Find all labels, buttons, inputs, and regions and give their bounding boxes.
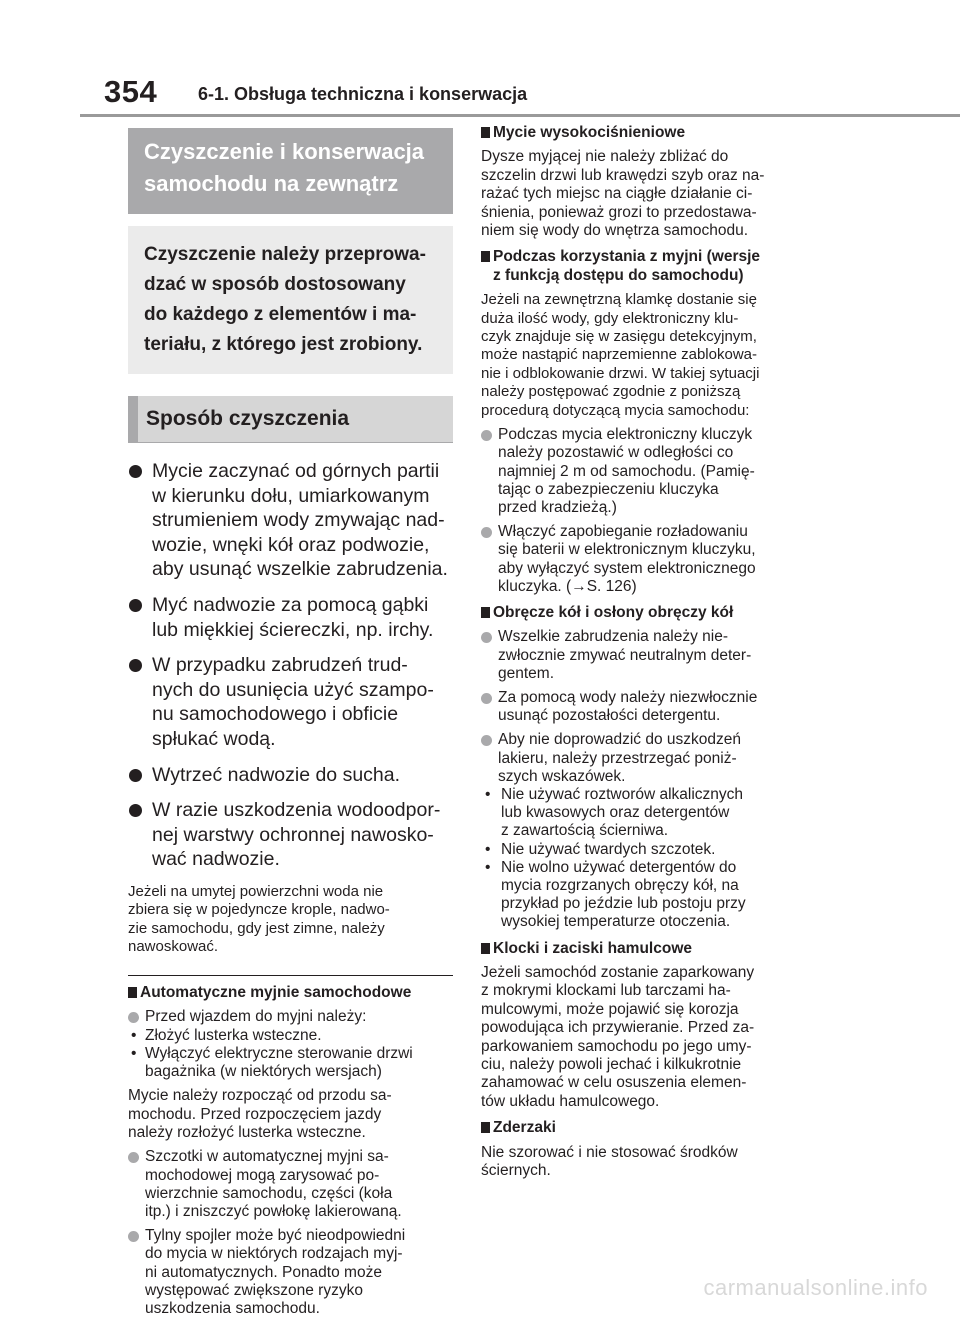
list-item: W przypadku zabrudzeń trud- nych do usunięcia użyć szampo- nu samochodowego i obficie spłukać wodą. xyxy=(128,653,453,751)
bumpers-heading: Zderzaki xyxy=(481,1119,806,1137)
bullet-icon xyxy=(129,465,142,478)
bullet-icon xyxy=(129,599,142,612)
square-bullet-icon xyxy=(481,127,490,138)
bullet-icon xyxy=(128,1231,139,1242)
smart-key-heading: Podczas korzystania z myjni (wersje z funkcją dostępu do samochodu) xyxy=(481,248,806,285)
bullet-icon xyxy=(129,769,142,782)
list-item: Wytrzeć nadwozie do sucha. xyxy=(128,763,453,788)
list-item: Przed wjazdem do myjni należy: xyxy=(128,1008,453,1026)
square-bullet-icon xyxy=(128,987,137,998)
list-item: Szczotki w automatycznej myjni sa- mochodowej mogą zarysować po- wierzchnie samochodu, części (koła itp.) i zniszczyć powłokę lakierowaną. xyxy=(128,1148,453,1221)
section-title: Czyszczenie i konserwacja samochodu na zewnątrz xyxy=(128,128,453,214)
dot-bullet-icon: • xyxy=(485,840,491,858)
dot-bullet-icon: • xyxy=(131,1044,137,1062)
bullet-icon xyxy=(481,735,492,746)
wheels-heading: Obręcze kół i osłony obręczy kół xyxy=(481,604,806,622)
list-item: • Nie używać twardych szczotek. xyxy=(485,840,716,858)
square-bullet-icon xyxy=(481,943,490,954)
list-item: • Wyłączyć elektryczne sterowanie drzwi bagażnika (w niektórych wersjach) xyxy=(131,1044,413,1080)
bullet-icon xyxy=(128,1012,139,1023)
section-divider xyxy=(128,975,453,976)
square-bullet-icon xyxy=(481,1122,490,1133)
list-item: Tylny spojler może być nieodpowiedni do mycia w niektórych rodzajach myj- ni automatycznych. Ponadto może występować zwiększone ryzyko uszkodzenia samochodu. xyxy=(128,1227,453,1318)
site-watermark: carmanualsonline.info xyxy=(703,1275,928,1300)
smart-key-paragraph: Jeżeli na zewnętrzną klamkę dostanie się duża ilość wody, gdy elektroniczny klu- czyk znajduje się w zasięgu detekcyjnym, może nastąpić naprzemienne zablokowa- nie i odblokowanie drzwi. W takiej sytuacji należy postępować zgodnie z poniższą procedurą dotyczącą mycia samochodu: xyxy=(481,291,760,419)
auto-wash-heading: Automatyczne myjnie samochodowe xyxy=(128,984,453,1002)
bullet-icon xyxy=(481,527,492,538)
auto-wash-paragraph: Mycie należy rozpocząć od przodu sa- mochodu. Przed rozpoczęciem jazdy należy rozłożyć lusterka wsteczne. xyxy=(128,1087,392,1141)
list-item: • Nie wolno używać detergentów do mycia rozgrzanych obręczy kół, na przykład po jeździe lub postoju przy wysokiej temperaturze otoczenia. xyxy=(485,858,746,931)
list-item: Włączyć zapobieganie rozładowaniu się baterii w elektronicznym kluczyku, aby wyłączyć system elektronicznego kluczyka. (→S. 126) xyxy=(481,523,806,596)
square-bullet-icon xyxy=(481,607,490,618)
list-item: Za pomocą wody należy niezwłocznie usunąć pozostałości detergentu. xyxy=(481,689,806,725)
list-item: Wszelkie zabrudzenia należy nie- zwłocznie zmywać neutralnym deter- gentem. xyxy=(481,628,806,683)
bullet-icon xyxy=(129,804,142,817)
header-divider xyxy=(80,114,960,117)
dot-bullet-icon: • xyxy=(131,1026,137,1044)
brakes-heading: Klocki i zaciski hamulcowe xyxy=(481,940,806,958)
bullet-icon xyxy=(481,632,492,643)
right-column xyxy=(481,124,806,1180)
dot-bullet-icon: • xyxy=(485,858,491,876)
dot-bullet-icon: • xyxy=(485,785,491,803)
page-header xyxy=(0,0,960,118)
cleaning-steps-list xyxy=(128,459,453,872)
high-pressure-heading: Mycie wysokociśnieniowe xyxy=(481,124,806,142)
wax-note: Jeżeli na umytej powierzchni woda nie zbiera się w pojedyncze krople, nadwo- zie samochodu, gdy jest zimne, należy nawoskować. xyxy=(128,882,390,956)
list-item: W razie uszkodzenia wodoodpor- nej warstwy ochronnej nawosko- wać nadwozie. xyxy=(128,798,453,872)
square-bullet-icon xyxy=(481,251,490,262)
high-pressure-paragraph: Dysze myjącej nie należy zbliżać do szczelin drzwi lub krawędzi szyb oraz na- rażać tych miejsc na ciągłe działanie ci- śnienia, ponieważ grozi to przedostawa- niem się wody do wnętrza samochodu. xyxy=(481,148,765,240)
intro-box: Czyszczenie należy przeprowa- dzać w sposób dostosowany do każdego z elementów i ma- teriału, z którego jest zrobiony. xyxy=(128,226,453,374)
bullet-icon xyxy=(129,659,142,672)
list-item: Podczas mycia elektroniczny kluczyk należy pozostawić w odległości co najmniej 2 m od samochodu. (Pamię- tając o zabezpieczeniu kluczyka przed kradzieżą.) xyxy=(481,426,806,517)
list-item: Mycie zaczynać od górnych partii w kierunku dołu, umiarkowanym strumieniem wody zmywając nad- wozie, wnęki kół oraz podwozie, aby usunąć wszelkie zabrudzenia. xyxy=(128,459,453,582)
list-item: • Nie używać roztworów alkalicznych lub kwasowych oraz detergentów z zawartością ścierniwa. xyxy=(485,785,744,840)
list-item: Aby nie doprowadzić do uszkodzeń lakieru, należy przestrzegać poniż- szych wskazówek. xyxy=(481,731,806,786)
bumpers-paragraph: Nie szorować i nie stosować środków ściernych. xyxy=(481,1143,738,1180)
page-number: 354 xyxy=(104,74,158,109)
bullet-icon xyxy=(128,1152,139,1163)
left-column xyxy=(128,128,453,1318)
brakes-paragraph: Jeżeli samochód zostanie zaparkowany z mokrymi klockami lub tarczami ha- mulcowymi, może pojawić się korozja powodująca ich przywieranie. Przed za- parkowaniem samochodu po jego umy- ciu, należy powoli jechać i kilkukrotnie zahamować w celu osuszenia elemen- tów układu hamulcowego. xyxy=(481,963,755,1110)
list-item: Myć nadwozie za pomocą gąbki lub miękkiej ściereczki, np. irchy. xyxy=(128,593,453,642)
list-item: • Złożyć lusterka wsteczne. xyxy=(131,1026,322,1044)
bullet-icon xyxy=(481,693,492,704)
bullet-icon xyxy=(481,430,492,441)
chapter-title: 6-1. Obsługa techniczna i konserwacja xyxy=(198,84,528,104)
cleaning-method-heading: Sposób czyszczenia xyxy=(128,396,453,443)
